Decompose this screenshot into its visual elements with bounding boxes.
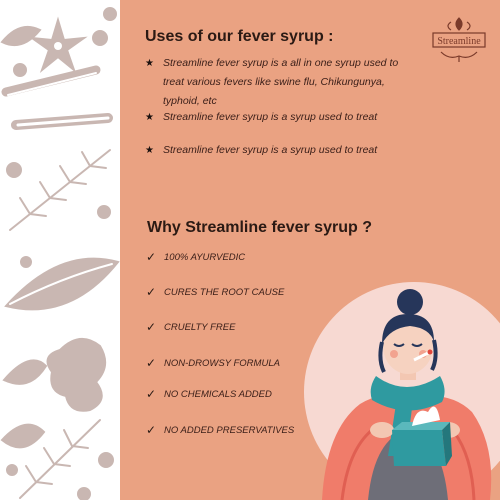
rosemary-sprig-icon (10, 150, 110, 230)
benefit-list-item (146, 250, 245, 264)
checkmark-icon: ✓ (146, 387, 157, 401)
checkmark-icon: ✓ (146, 356, 157, 370)
use-list-item (145, 54, 420, 111)
benefit-list-item (146, 423, 294, 437)
benefit-list-item (146, 387, 272, 401)
benefit-list-item (146, 285, 284, 299)
star-icon: ★ (145, 145, 154, 156)
star-icon: ★ (145, 58, 154, 69)
streamline-logo (431, 16, 487, 64)
sick-girl-illustration (302, 280, 500, 500)
benefit-text: 100% AYURVEDIC (164, 251, 246, 263)
use-item-text: Streamline fever syrup is a syrup used to treat (163, 144, 378, 156)
benefit-text: CURES THE ROOT CAUSE (164, 286, 285, 298)
use-list-item (145, 108, 420, 127)
benefit-text: NO ADDED PRESERVATIVES (164, 424, 295, 436)
use-item-text: Streamline fever syrup is a syrup used to treat (163, 111, 378, 123)
checkmark-icon: ✓ (146, 285, 157, 299)
sick-girl-with-tissues-icon (302, 280, 500, 500)
checkmark-icon: ✓ (146, 320, 157, 334)
checkmark-icon: ✓ (146, 250, 157, 264)
ginger-root-icon (48, 339, 106, 411)
use-item-text: Streamline fever syrup is a all in one syrup used to treat various fevers like swine flu, Chikungunya, typhoid, etc (163, 57, 399, 107)
star-icon: ★ (145, 112, 154, 123)
checkmark-icon: ✓ (146, 423, 157, 437)
benefit-list-item (146, 356, 280, 370)
uses-heading: Uses of our fever syrup : (145, 28, 334, 45)
benefit-list-item (146, 320, 235, 334)
herbal-pattern-panel (0, 0, 120, 500)
benefit-text: CRUELTY FREE (164, 321, 236, 333)
leaf-icon (4, 360, 46, 383)
use-list-item (145, 141, 420, 160)
logo-emblem-icon (431, 16, 487, 64)
logo-text: Streamline (437, 36, 481, 47)
leaf-icon (2, 27, 40, 45)
benefit-text: NO CHEMICALS ADDED (164, 388, 272, 400)
why-heading: Why Streamline fever syrup ? (147, 219, 372, 236)
spice-line-art (0, 0, 120, 500)
benefit-text: NON-DROWSY FORMULA (164, 357, 280, 369)
clove-icon (93, 31, 107, 45)
cinnamon-stick-icon (6, 70, 108, 125)
star-anise-icon (32, 20, 84, 70)
